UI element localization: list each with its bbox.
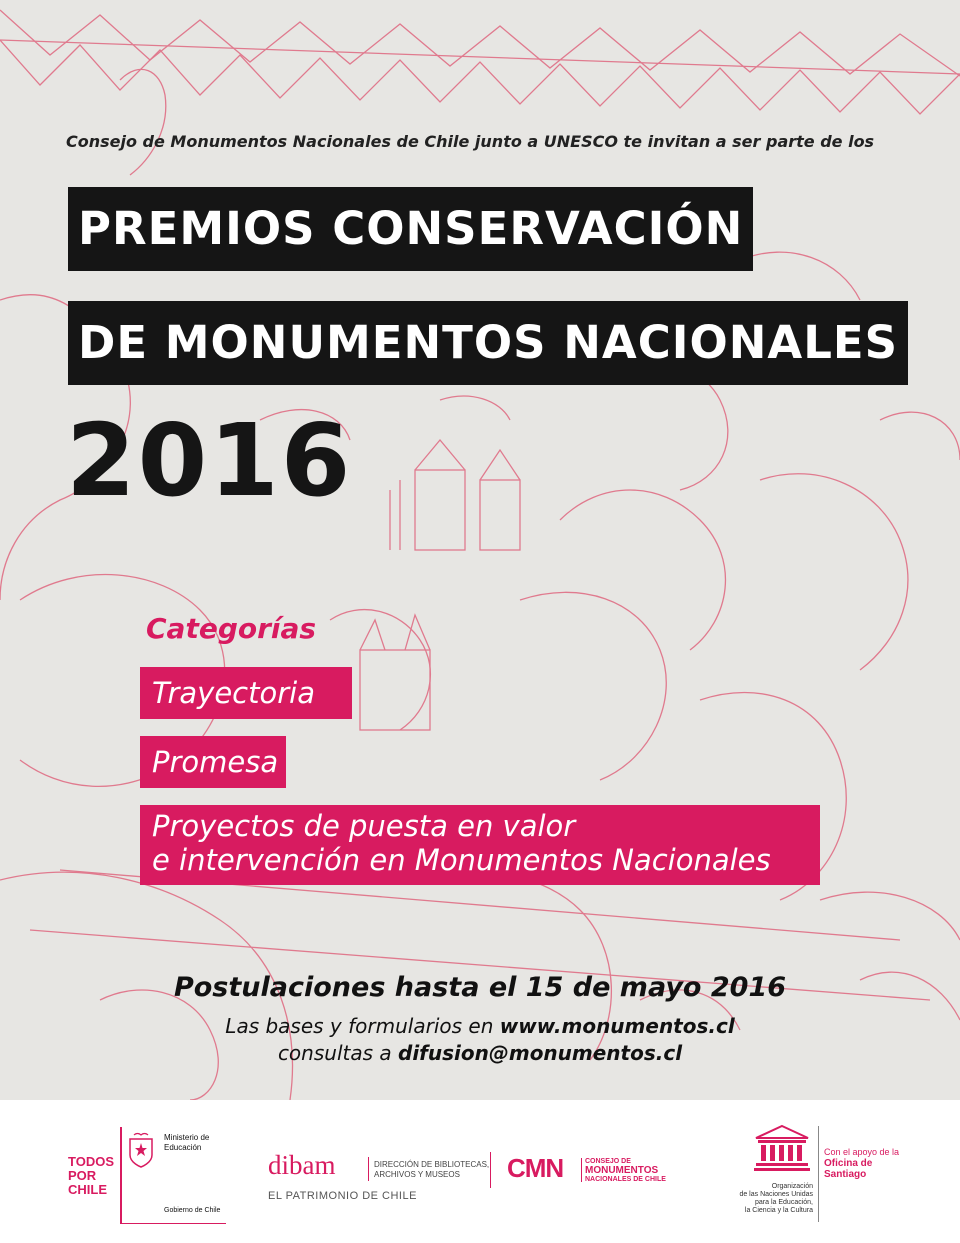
unesco-description bbox=[705, 1183, 813, 1215]
category-proyectos-line-1: Proyectos de puesta en valor bbox=[152, 809, 576, 843]
intro-text: Consejo de Monumentos Nacionales de Chile junto a UNESCO te invitan a ser parte de los bbox=[66, 132, 875, 151]
todos-por-chile-logo bbox=[68, 1155, 120, 1197]
cmn-description bbox=[585, 1158, 666, 1184]
email-link[interactable]: difusion@monumentos.cl bbox=[398, 1041, 683, 1065]
apoyo-line-2: Oficina de bbox=[824, 1158, 873, 1169]
unesco-temple-icon bbox=[752, 1124, 812, 1172]
chile-coat-of-arms-icon bbox=[126, 1131, 156, 1171]
categories-heading: Categorías bbox=[146, 612, 317, 645]
dibam-description-line-2: ARCHIVOS Y MUSEOS bbox=[374, 1170, 460, 1179]
info-consultas-prefix: consultas a bbox=[277, 1041, 398, 1065]
unesco-line-4: la Ciencia y la Cultura bbox=[744, 1207, 813, 1214]
patrimonio-text: EL PATRIMONIO DE CHILE bbox=[268, 1190, 417, 1202]
category-proyectos-line-2: e intervención en Monumentos Nacionales bbox=[152, 843, 771, 877]
gobierno-de-chile-text: Gobierno de Chile bbox=[164, 1207, 221, 1214]
cmn-logo: CMN bbox=[507, 1153, 564, 1183]
title-line-2: DE MONUMENTOS NACIONALES bbox=[68, 301, 908, 385]
apoyo-line-1: Con el apoyo de la bbox=[824, 1147, 900, 1157]
deadline: Postulaciones hasta el 15 de mayo 2016 bbox=[173, 972, 787, 1003]
dibam-description bbox=[374, 1160, 489, 1180]
cmn-line-3: NACIONALES DE CHILE bbox=[585, 1176, 666, 1183]
category-proyectos bbox=[140, 805, 820, 885]
ministerio-line-1: Ministerio de bbox=[164, 1133, 210, 1142]
category-promesa: Promesa bbox=[140, 736, 286, 788]
info-bases bbox=[0, 1014, 960, 1038]
info-bases-prefix: Las bases y formularios en bbox=[225, 1014, 500, 1038]
dibam-cmn-divider bbox=[490, 1152, 491, 1188]
apoyo-line-3: Santiago bbox=[824, 1169, 867, 1180]
dibam-logo: dibam bbox=[268, 1150, 336, 1180]
ministerio-text bbox=[164, 1133, 209, 1153]
category-trayectoria: Trayectoria bbox=[140, 667, 352, 719]
unesco-line-1: Organización bbox=[771, 1183, 813, 1190]
website-link[interactable]: www.monumentos.cl bbox=[499, 1014, 735, 1038]
info-consultas bbox=[0, 1041, 960, 1065]
unesco-line-3: para la Educación, bbox=[755, 1199, 813, 1206]
ministerio-line-2: Educación bbox=[164, 1143, 202, 1152]
todos-word: TODOS bbox=[68, 1154, 114, 1169]
cmn-line-1: CONSEJO DE bbox=[585, 1158, 631, 1165]
cmn-divider bbox=[581, 1158, 582, 1182]
cmn-line-2: MONUMENTOS bbox=[585, 1165, 659, 1176]
unesco-line-2: de las Naciones Unidas bbox=[739, 1191, 813, 1198]
chile-word: CHILE bbox=[68, 1182, 107, 1197]
por-word: POR bbox=[68, 1168, 97, 1183]
unesco-divider bbox=[818, 1126, 819, 1222]
apoyo-text bbox=[824, 1147, 899, 1180]
title-line-1: PREMIOS CONSERVACIÓN bbox=[68, 187, 753, 271]
dibam-divider bbox=[368, 1157, 369, 1181]
dibam-description-line-1: DIRECCIÓN DE BIBLIOTECAS, bbox=[374, 1160, 490, 1169]
year: 2016 bbox=[66, 402, 353, 519]
